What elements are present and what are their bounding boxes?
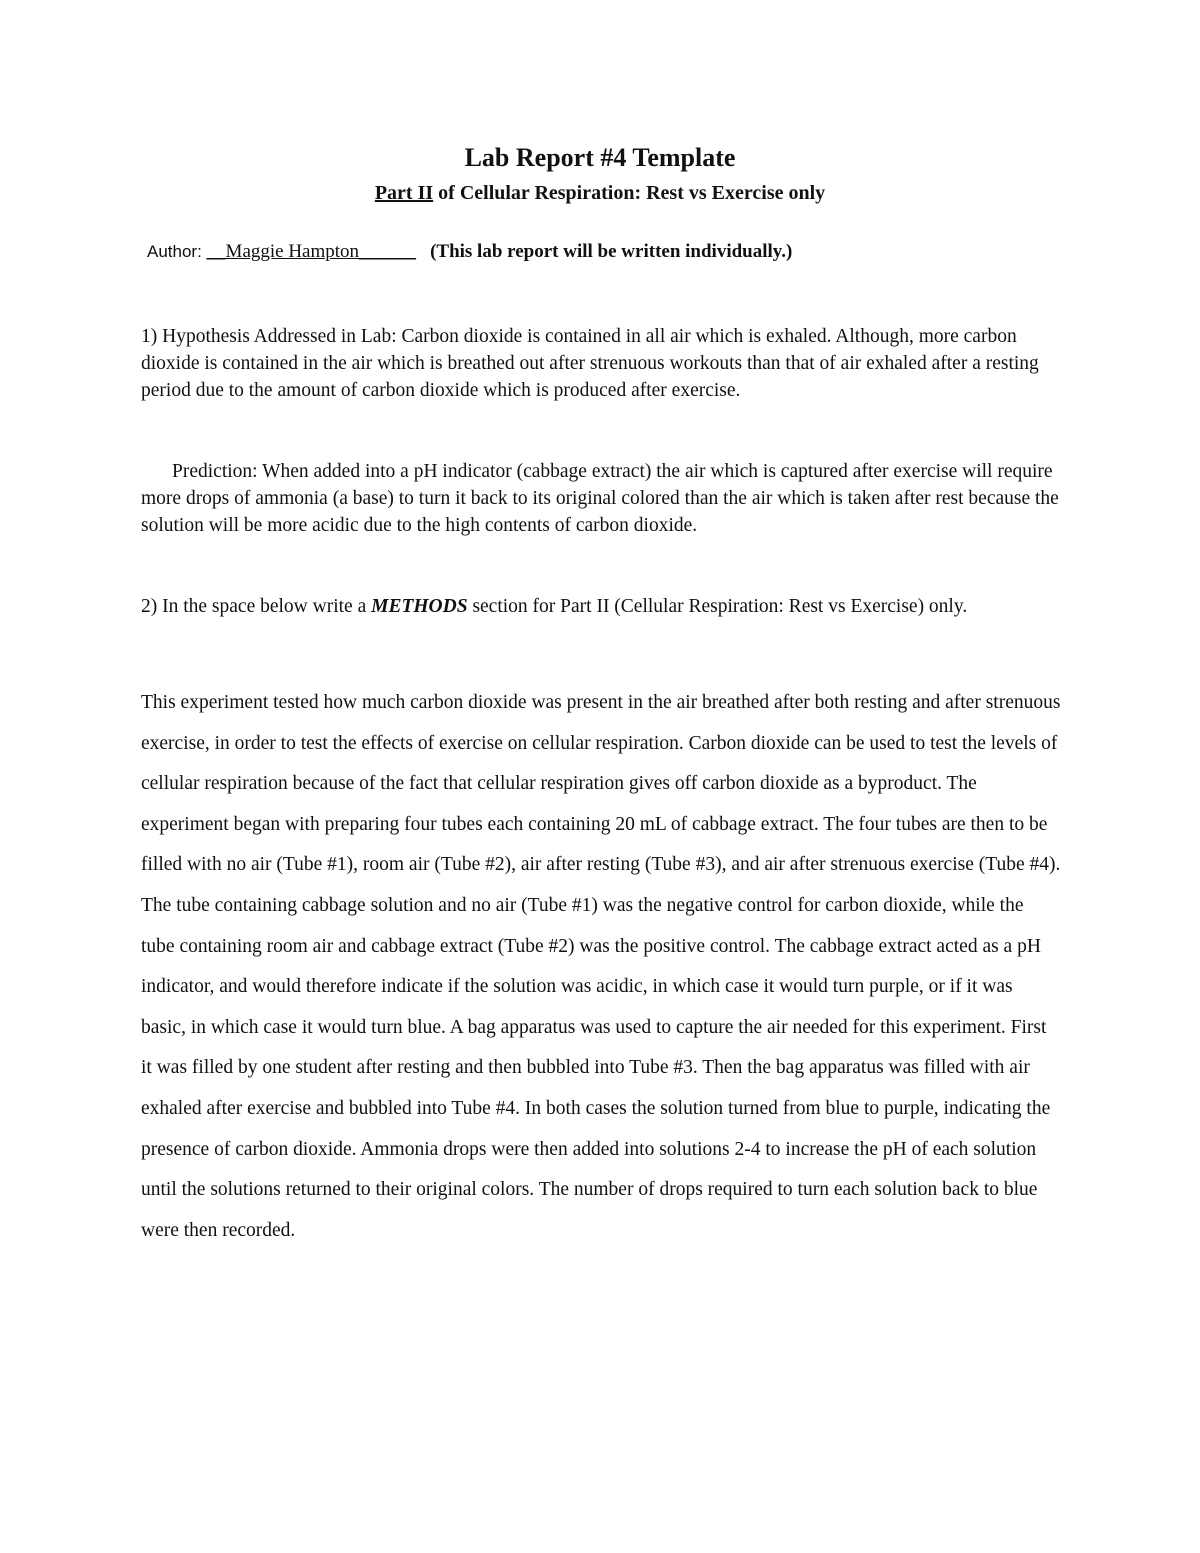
question2-emphasis: METHODS bbox=[371, 596, 468, 617]
author-label: Author: bbox=[147, 242, 207, 261]
author-note: (This lab report will be written individually.) bbox=[430, 241, 793, 262]
document-title: Lab Report #4 Template bbox=[464, 143, 736, 172]
question2-after: section for Part II (Cellular Respiration: Rest vs Exercise) only. bbox=[467, 596, 968, 617]
author-name: __Maggie Hampton______ bbox=[206, 241, 417, 262]
subtitle-rest: of Cellular Respiration: Rest vs Exercise only bbox=[433, 182, 826, 204]
hypothesis-paragraph: 1) Hypothesis Addressed in Lab: Carbon dioxide is contained in all air which is exhaled. Although, more carbon dioxide is contained in the air which is breathed out after strenuous workouts than that of air exhaled after a resting period due to the amount of carbon dioxide which is produced after exercise. bbox=[141, 326, 1039, 401]
subtitle-part: Part II bbox=[374, 182, 434, 204]
methods-paragraph: This experiment tested how much carbon dioxide was present in the air breathed after both resting and after strenuous exercise, in order to test the effects of exercise on cellular respiration. Carbon dioxide can be used to test the levels of cellular respiration because of the fact that cellular respiration gives off carbon dioxide as a byproduct. The experiment began with preparing four tubes each containing 20 mL of cabbage extract. The four tubes are then to be filled with no air (Tube #1), room air (Tube #2), air after resting (Tube #3), and air after strenuous exercise (Tube #4). The tube containing cabbage solution and no air (Tube #1) was the negative control for carbon dioxide, while the tube containing room air and cabbage extract (Tube #2) was the positive control. The cabbage extract acted as a pH indicator, and would therefore indicate if the solution was acidic, in which case it would turn purple, or if it was basic, in which case it would turn blue. A bag apparatus was used to capture the air needed for this experiment. First it was filled by one student after resting and then bubbled into Tube #3. Then the bag apparatus was filled with air exhaled after exercise and bubbled into Tube #4. In both cases the solution turned from blue to purple, indicating the presence of carbon dioxide. Ammonia drops were then added into solutions 2-4 to increase the pH of each solution until the solutions returned to their original colors. The number of drops required to turn each solution back to blue were then recorded. bbox=[141, 692, 1061, 1241]
methods-question bbox=[141, 593, 1061, 620]
prediction-paragraph: Prediction: When added into a pH indicator (cabbage extract) the air which is captured after exercise will require more drops of ammonia (a base) to turn it back to its original colored than the air which is taken after rest because the solution will be more acidic due to the high contents of carbon dioxide. bbox=[141, 461, 1059, 536]
author-line bbox=[147, 239, 1047, 265]
document-subtitle bbox=[0, 180, 1200, 206]
question2-before: 2) In the space below write a bbox=[141, 596, 372, 617]
